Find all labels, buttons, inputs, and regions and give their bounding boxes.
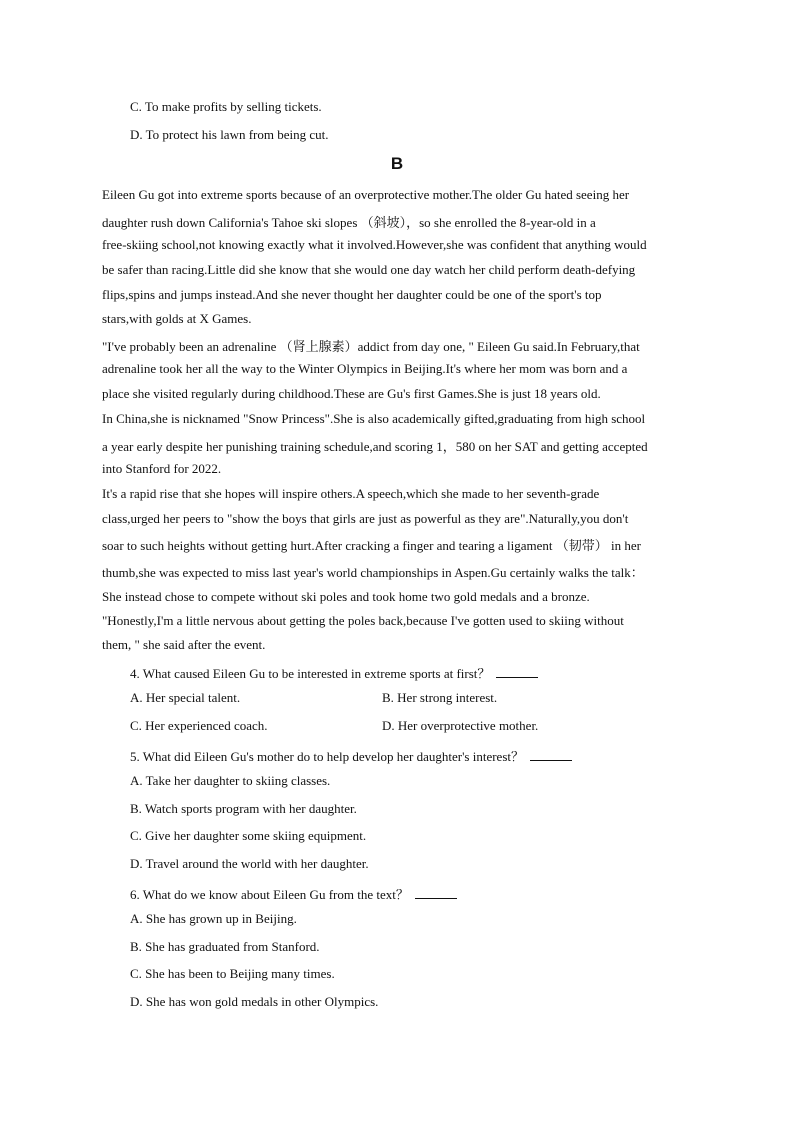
question-5-option-c: C. Give her daughter some skiing equipment.: [130, 828, 367, 843]
question-6-option-c: C. She has been to Beijing many times.: [130, 966, 335, 981]
question-4-option-c: C. Her experienced coach.: [130, 718, 268, 733]
passage-line: free-skiing school,not knowing exactly what it involved.However,she was confident that anything would: [102, 237, 647, 252]
question-5-option-d: D. Travel around the world with her daughter.: [130, 856, 369, 871]
question-5: [130, 746, 572, 765]
passage-line: into Stanford for 2022.: [102, 461, 222, 476]
passage-line: Eileen Gu got into extreme sports because of an overprotective mother.The older Gu hated seeing her: [102, 187, 630, 202]
section-title: B: [390, 154, 404, 173]
answer-blank[interactable]: [496, 665, 538, 678]
passage-line: daughter rush down California's Tahoe ski slopes （斜坡），so she enrolled the 8-year-old in a: [102, 215, 596, 230]
passage-line: place she visited regularly during childhood.These are Gu's first Games.She is just 18 years old.: [102, 386, 601, 401]
passage-line: be safer than racing.Little did she know that she would one day watch her child perform death-defying: [102, 262, 636, 277]
answer-blank[interactable]: [415, 886, 457, 899]
question-5-option-b: B. Watch sports program with her daughter.: [130, 801, 357, 816]
question-4-option-a: A. Her special talent.: [130, 690, 241, 705]
question-6: [130, 884, 457, 903]
passage-line: She instead chose to compete without ski poles and took home two gold medals and a bronze.: [102, 589, 590, 604]
question-4-option-d: D. Her overprotective mother.: [382, 718, 539, 733]
passage-line: "I've probably been an adrenaline （肾上腺素）addict from day one, " Eileen Gu said.In February,that: [102, 339, 640, 354]
answer-blank[interactable]: [530, 748, 572, 761]
question-6-option-d: D. She has won gold medals in other Olympics.: [130, 994, 379, 1009]
passage-line: class,urged her peers to "show the boys that girls are just as powerful as they are".Naturally,you don't: [102, 511, 629, 526]
question-4-option-b: B. Her strong interest.: [382, 690, 498, 705]
passage-line: "Honestly,I'm a little nervous about getting the poles back,because I've gotten used to skiing without: [102, 613, 624, 628]
question-6-option-b: B. She has graduated from Stanford.: [130, 939, 320, 954]
passage-line: adrenaline took her all the way to the Winter Olympics in Beijing.It's where her mom was born and a: [102, 361, 628, 376]
previous-option-d: D. To protect his lawn from being cut.: [130, 127, 329, 142]
passage-line: It's a rapid rise that she hopes will inspire others.A speech,which she made to her seventh-grade: [102, 486, 600, 501]
question-5-option-a: A. Take her daughter to skiing classes.: [130, 773, 331, 788]
question-4: [130, 663, 538, 682]
passage-line: a year early despite her punishing training schedule,and scoring 1，580 on her SAT and getting accepted: [102, 439, 648, 454]
passage-line: stars,with golds at X Games.: [102, 311, 252, 326]
passage-line: them, " she said after the event.: [102, 637, 266, 652]
passage-line: soar to such heights without getting hurt.After cracking a finger and tearing a ligament （韧带） in her: [102, 538, 641, 553]
question-6-text: 6. What do we know about Eileen Gu from the text？: [130, 887, 409, 902]
passage-line: thumb,she was expected to miss last year's world championships in Aspen.Gu certainly walks the talk：: [102, 565, 644, 580]
passage-line: flips,spins and jumps instead.And she never thought her daughter could be one of the sport's top: [102, 287, 602, 302]
question-6-option-a: A. She has grown up in Beijing.: [130, 911, 297, 926]
passage-line: In China,she is nicknamed "Snow Princess".She is also academically gifted,graduating from high school: [102, 411, 646, 426]
question-4-text: 4. What caused Eileen Gu to be interested in extreme sports at first？: [130, 666, 491, 681]
question-5-text: 5. What did Eileen Gu's mother do to help develop her daughter's interest？: [130, 749, 524, 764]
previous-option-c: C. To make profits by selling tickets.: [130, 99, 322, 114]
